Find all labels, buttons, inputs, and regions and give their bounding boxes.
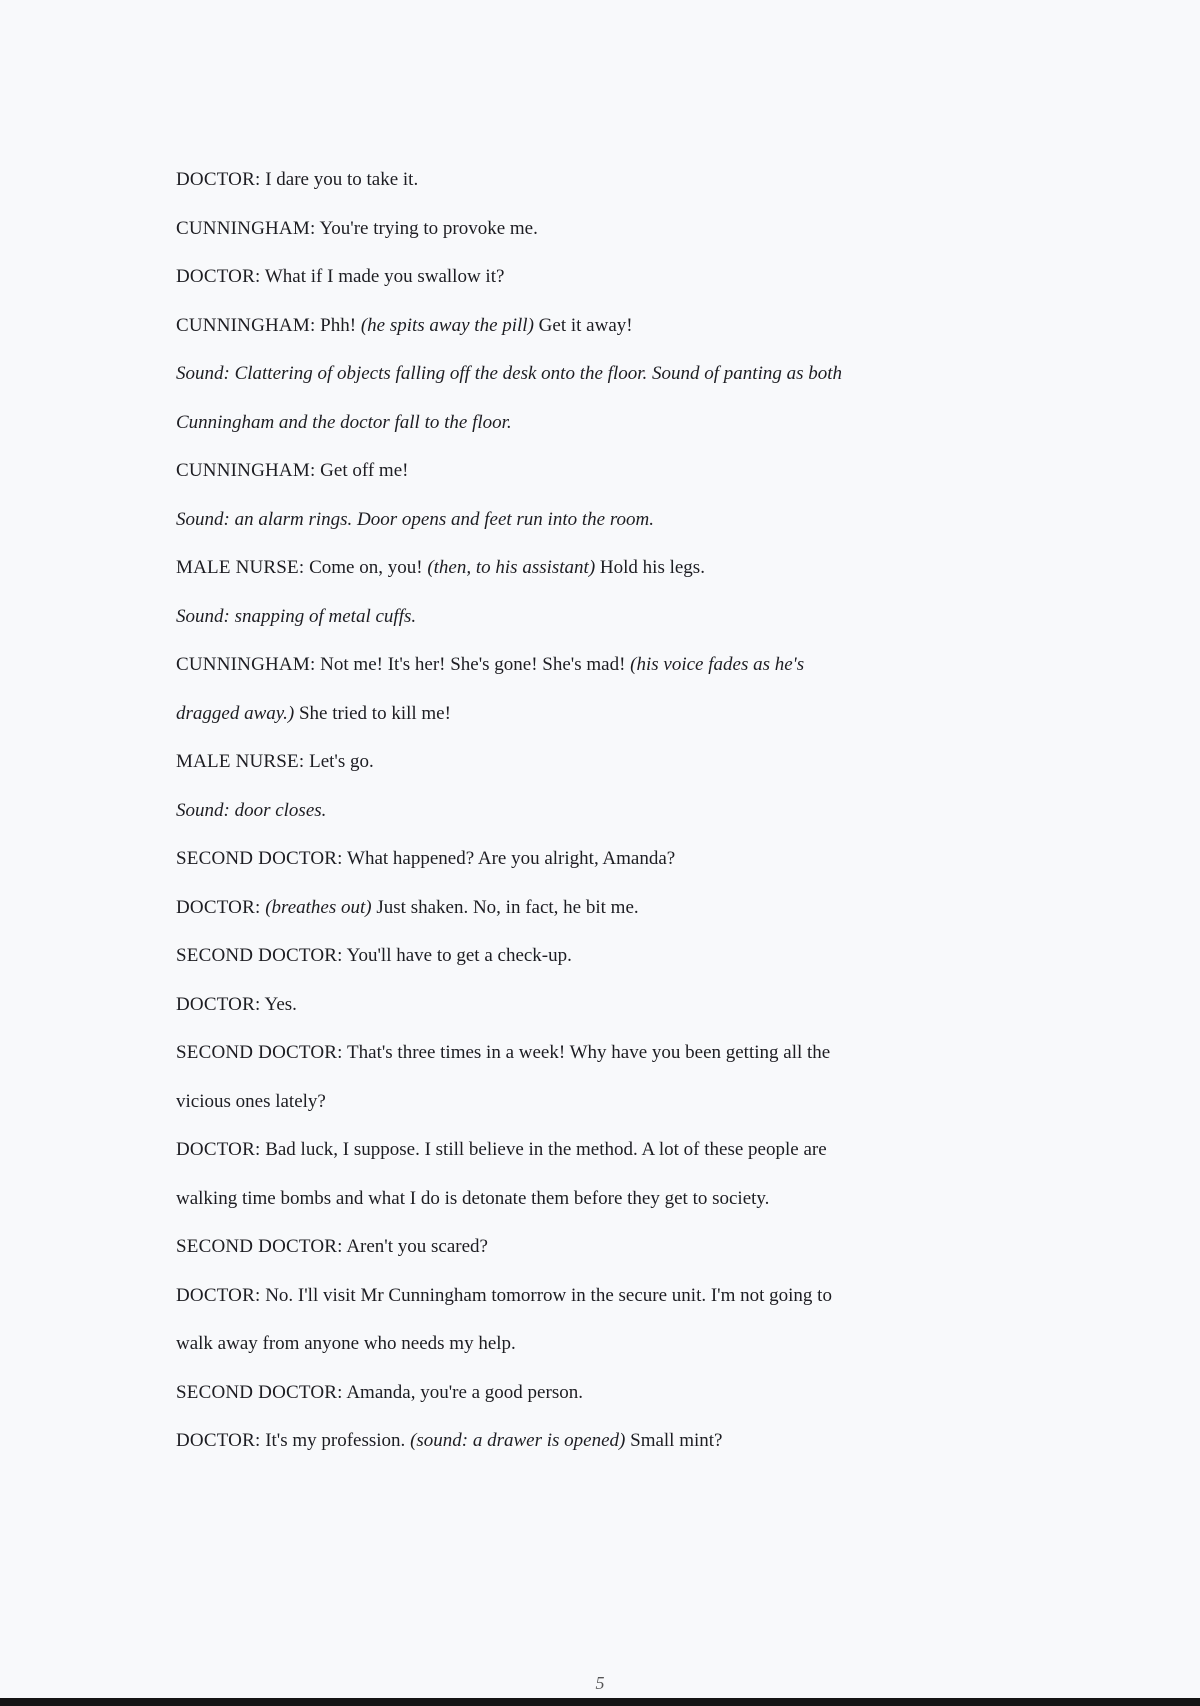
stage-direction: (he spits away the pill) — [360, 314, 534, 336]
dialogue-line — [176, 447, 1076, 496]
stage-direction: (breathes out) — [265, 896, 372, 918]
dialogue-text: Yes. — [260, 993, 297, 1015]
speaker-name: CUNNINGHAM: — [176, 654, 316, 675]
dialogue-line — [176, 1369, 1076, 1418]
dialogue-text: Not me! It's her! She's gone! She's mad! — [315, 654, 631, 675]
sound-cue — [176, 496, 1076, 545]
dialogue-text: Phh! — [315, 314, 361, 336]
sound-cue — [176, 350, 1076, 399]
sound-cue — [176, 593, 1076, 642]
dialogue-text: What happened? Are you alright, Amanda? — [342, 848, 676, 869]
sound-cue-text: Cunningham and the doctor fall to the floor. — [176, 411, 512, 433]
dialogue-text: walk away from anyone who needs my help. — [176, 1333, 516, 1354]
dialogue-line — [176, 835, 1076, 884]
sound-cue — [176, 787, 1076, 836]
dialogue-line — [176, 253, 1076, 302]
dialogue-text: vicious ones lately? — [176, 1090, 326, 1112]
page-number: 5 — [595, 1673, 605, 1693]
dialogue-line — [176, 1223, 1076, 1272]
dialogue-line — [176, 1272, 1076, 1321]
dialogue-text: What if I made you swallow it? — [260, 266, 505, 287]
sound-cue-text: Sound: snapping of metal cuffs. — [176, 605, 417, 627]
speaker-name: DOCTOR: — [176, 169, 261, 190]
dialogue-text: Come on, you! — [304, 557, 428, 578]
speaker-name: DOCTOR: — [176, 1284, 261, 1306]
speaker-name: SECOND DOCTOR: — [176, 945, 343, 966]
dialogue-line-continued — [176, 690, 1076, 739]
dialogue-text: No. I'll visit Mr Cunningham tomorrow in the secure unit. I'm not going to — [260, 1284, 832, 1306]
speaker-name: SECOND DOCTOR: — [176, 1042, 343, 1063]
dialogue-line-continued — [176, 1175, 1076, 1224]
sound-cue-text: Sound: door closes. — [176, 799, 327, 821]
dialogue-text-after: Hold his legs. — [595, 557, 705, 578]
speaker-name: DOCTOR: — [176, 993, 261, 1015]
dialogue-text: Aren't you scared? — [342, 1236, 488, 1257]
dialogue-line — [176, 1126, 1076, 1175]
dialogue-text: That's three times in a week! Why have you been getting all the — [342, 1042, 831, 1063]
dialogue-line — [176, 641, 1076, 690]
dialogue-text-after: Get it away! — [533, 314, 633, 336]
dialogue-line — [176, 932, 1076, 981]
dialogue-text-after: Small mint? — [625, 1430, 723, 1451]
speaker-name: DOCTOR: — [176, 896, 261, 918]
dialogue-text-after: Just shaken. No, in fact, he bit me. — [371, 896, 639, 918]
speaker-name: CUNNINGHAM: — [176, 314, 316, 336]
sound-cue-text: Sound: an alarm rings. Door opens and feet run into the room. — [176, 508, 654, 530]
script-body — [176, 156, 1076, 1466]
dialogue-line — [176, 884, 1076, 933]
speaker-name: SECOND DOCTOR: — [176, 1236, 343, 1257]
dialogue-line — [176, 302, 1076, 351]
stage-direction: (then, to his assistant) — [427, 557, 596, 578]
dialogue-line — [176, 981, 1076, 1030]
dialogue-line — [176, 205, 1076, 254]
dialogue-line — [176, 1417, 1076, 1466]
stage-direction: dragged away.) — [176, 702, 295, 724]
speaker-name: SECOND DOCTOR: — [176, 848, 343, 869]
dialogue-line-continued — [176, 1320, 1076, 1369]
speaker-name: SECOND DOCTOR: — [176, 1381, 343, 1403]
dialogue-line — [176, 544, 1076, 593]
dialogue-text: I dare you to take it. — [260, 169, 419, 190]
dialogue-line — [176, 1029, 1076, 1078]
dialogue-text: You'll have to get a check-up. — [342, 945, 572, 966]
dialogue-text: Get off me! — [315, 460, 409, 481]
speaker-name: DOCTOR: — [176, 1430, 261, 1451]
speaker-name: DOCTOR: — [176, 1139, 261, 1160]
dialogue-line — [176, 738, 1076, 787]
dialogue-line — [176, 156, 1076, 205]
dialogue-text: Bad luck, I suppose. I still believe in the method. A lot of these people are — [260, 1139, 827, 1160]
speaker-name: MALE NURSE: — [176, 557, 305, 578]
stage-direction: (sound: a drawer is opened) — [410, 1430, 626, 1451]
dialogue-text-after: She tried to kill me! — [294, 702, 451, 724]
speaker-name: MALE NURSE: — [176, 751, 305, 772]
speaker-name: DOCTOR: — [176, 266, 261, 287]
dialogue-text: Let's go. — [304, 751, 374, 772]
stage-direction: (his voice fades as he's — [630, 654, 805, 675]
dialogue-text: Amanda, you're a good person. — [342, 1381, 583, 1403]
sound-cue-text: Sound: Clattering of objects falling off the desk onto the floor. Sound of panting as both — [176, 363, 843, 384]
speaker-name: CUNNINGHAM: — [176, 460, 316, 481]
dialogue-line-continued — [176, 1078, 1076, 1127]
dialogue-text: You're trying to provoke me. — [315, 217, 538, 239]
speaker-name: CUNNINGHAM: — [176, 217, 316, 239]
sound-cue-continued — [176, 399, 1076, 448]
dialogue-text: It's my profession. — [260, 1430, 411, 1451]
scan-bottom-edge — [0, 1698, 1200, 1706]
dialogue-text: walking time bombs and what I do is detonate them before they get to society. — [176, 1187, 770, 1209]
